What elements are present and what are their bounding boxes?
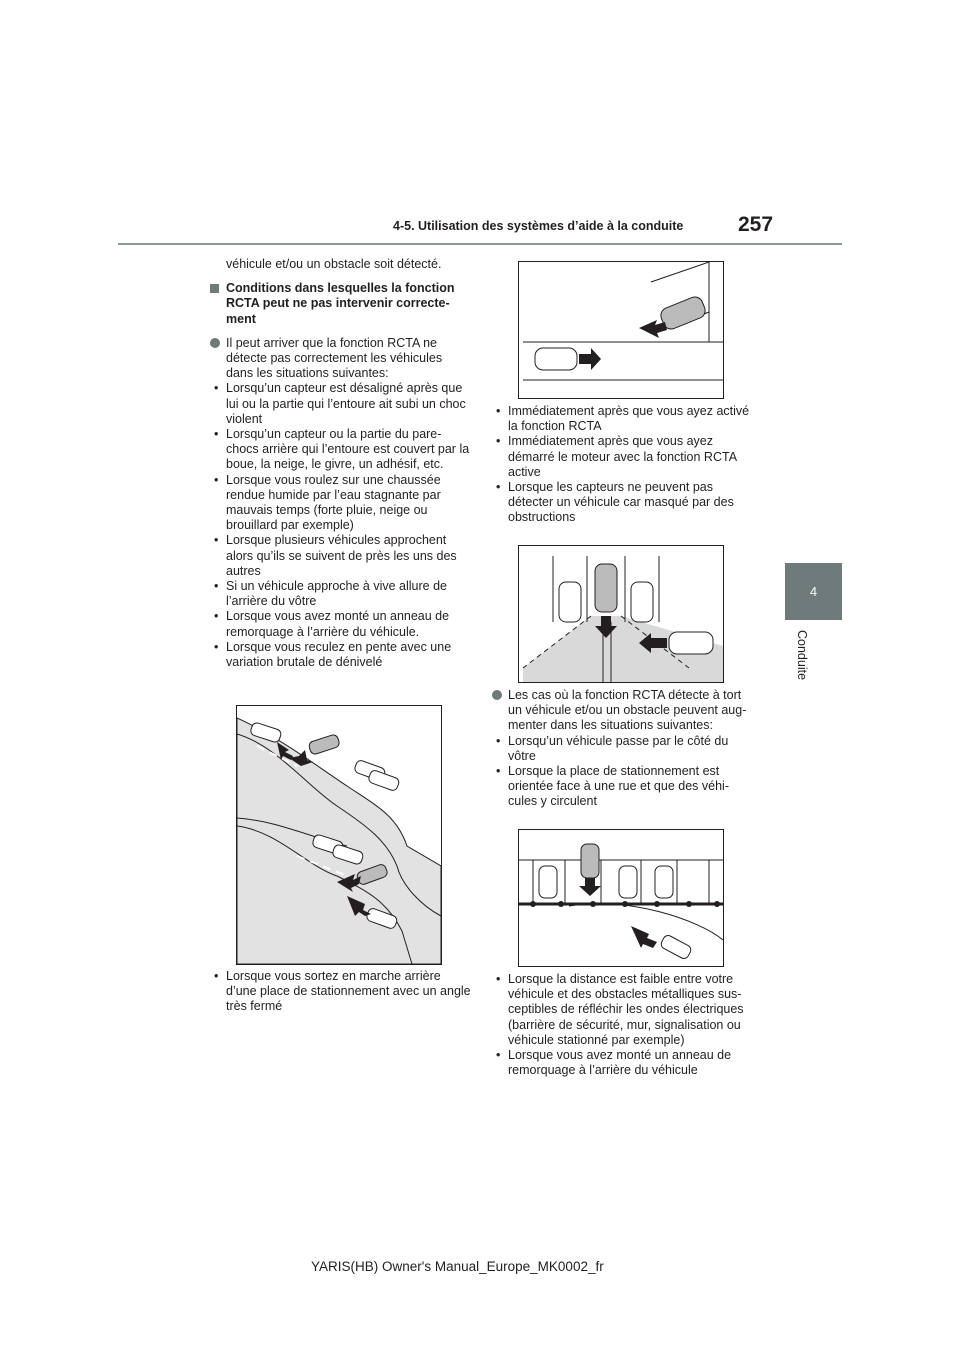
- section-title: 4-5. Utilisation des systèmes d’aide à la conduite: [393, 219, 684, 233]
- list-item: • Lorsqu’un véhicule passe par le côté du vôtre: [492, 734, 754, 764]
- intro-text: véhicule et/ou un obstacle soit détecté.: [226, 257, 442, 271]
- angled-parking-figure: [518, 261, 724, 399]
- list-item: • Lorsque vous roulez sur une chaussée rendue humide par l’eau stagnante par mauvais temps (forte pluie, neige ou brouillard par exemple): [210, 473, 472, 534]
- left-column-bottom: [210, 969, 472, 1015]
- list-item: • Lorsque vous sortez en marche arrière d’une place de stationnement avec un angle très fermé: [210, 969, 472, 1015]
- right-column-bottom: [492, 972, 754, 1078]
- list-item: • Lorsqu’un capteur est désaligné après que lui ou la partie qui l’entoure ait subi un choc violent: [210, 381, 472, 427]
- slope-vehicles-figure: [236, 705, 442, 965]
- right-column-middle: [492, 688, 754, 810]
- conditions-paragraph: Il peut arriver que la fonction RCTA ne détecte pas correctement les véhicules dans les situations suivantes:: [210, 336, 472, 382]
- false-detection-paragraph: Les cas où la fonction RCTA détecte à tort un véhicule et/ou un obstacle peuvent aug-menter dans les situations suivantes:: [492, 688, 754, 734]
- list-item: • Lorsque plusieurs véhicules approchent alors qu’ils se suivent de près les uns des autres: [210, 533, 472, 579]
- right-column-top: [492, 404, 754, 526]
- list-item: • Lorsque vous avez monté un anneau de remorquage à l’arrière du véhicule.: [210, 609, 472, 639]
- left-column: [210, 257, 472, 670]
- list-item: • Lorsque la distance est faible entre votre véhicule et des obstacles métalliques sus-ceptibles de réfléchir les ondes électriques (barrière de sécurité, mur, signalisation ou véhicule stationné par exemple): [492, 972, 754, 1048]
- header-divider: [118, 243, 842, 245]
- chapter-label: Conduite: [795, 630, 809, 681]
- conditions-heading: Conditions dans lesquelles la fonction RCTA peut ne pas intervenir correcte-ment: [210, 281, 472, 327]
- chapter-number: 4: [809, 584, 818, 599]
- list-item: • Lorsque vous avez monté un anneau de remorquage à l’arrière du véhicule: [492, 1048, 754, 1078]
- list-item: • Immédiatement après que vous ayez activé la fonction RCTA: [492, 404, 754, 434]
- street-facing-parking-figure: [518, 829, 724, 967]
- list-item: • Lorsqu’un capteur ou la partie du pare-chocs arrière qui l’entoure est couvert par la boue, la neige, le givre, un adhésif, etc.: [210, 427, 472, 473]
- footer-text: YARIS(HB) Owner's Manual_Europe_MK0002_fr: [311, 1259, 604, 1274]
- list-item: • Lorsque la place de stationnement est orientée face à une rue et que des véhi-cules y circulent: [492, 764, 754, 810]
- obstructed-view-figure: [518, 545, 724, 683]
- list-item: • Si un véhicule approche à vive allure de l’arrière du vôtre: [210, 579, 472, 609]
- list-item: • Lorsque les capteurs ne peuvent pas détecter un véhicule car masqué par des obstructions: [492, 480, 754, 526]
- list-item: • Immédiatement après que vous ayez démarré le moteur avec la fonction RCTA active: [492, 434, 754, 480]
- chapter-tab[interactable]: [785, 563, 842, 620]
- list-item: • Lorsque vous reculez en pente avec une variation brutale de dénivelé: [210, 640, 472, 670]
- page-number: 257: [738, 213, 774, 236]
